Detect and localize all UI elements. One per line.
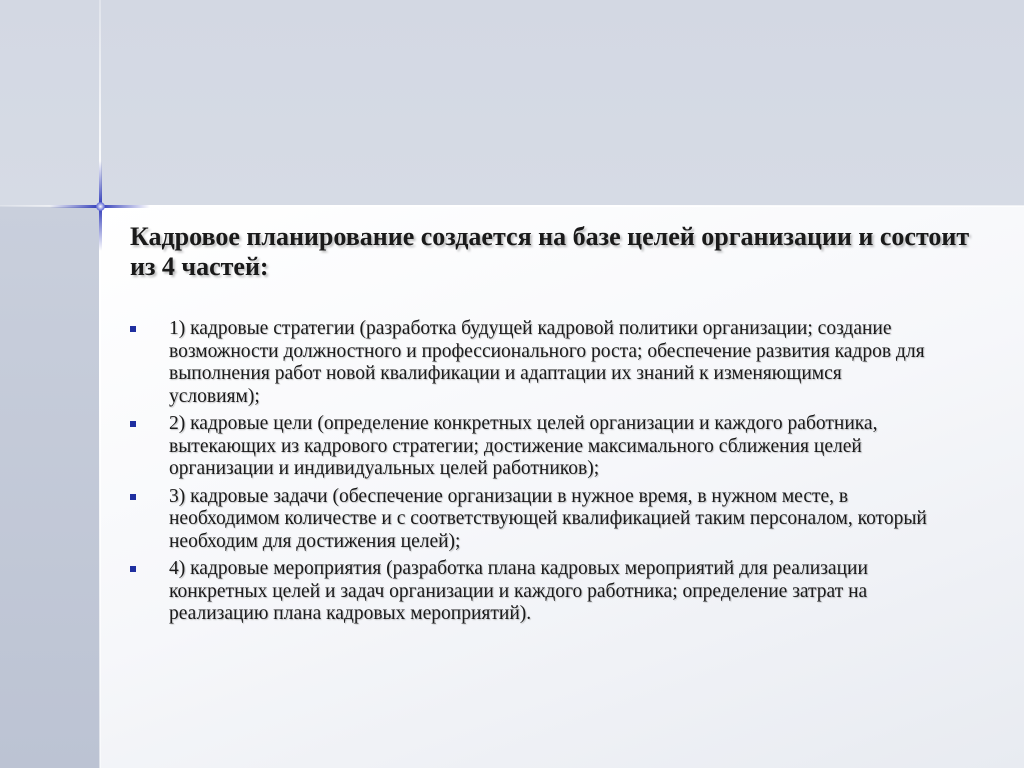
square-bullet-icon [130,494,136,500]
bullet-text: 2) кадровые цели (определение конкретных целей организации и каждого работника, вытекающих из кадрового стратегии; достижение максимального сближения целей организации и индивидуальных целей работников); [169,413,878,479]
bullet-text: 3) кадровые задачи (обеспечение организации в нужное время, в нужном месте, в необходимом количестве и с соответствующей квалификацией таким персоналом, который необходим для достижения целей); [169,485,927,552]
bullet-item-1 [130,318,930,408]
bullet-list [130,318,930,631]
bullet-item-2 [130,413,930,481]
slide-left-strip [0,206,100,768]
bullet-text: 1) кадровые стратегии (разработка будущей кадровой политики организации; создание возможности должностного и профессионального роста; обеспечение развития кадров для выполнения работ новой квалификации и адаптации их знаний к изменяющимся условиям); [169,318,925,407]
sparkle-core [96,202,105,211]
slide-header-band [0,0,1024,206]
vertical-divider [99,0,101,768]
bullet-item-4 [130,558,930,626]
horizontal-divider [0,205,1024,207]
slide-title: Кадровое планирование создается на базе целей организации и состоит из 4 частей: [130,222,970,281]
square-bullet-icon [130,421,136,427]
square-bullet-icon [130,566,136,572]
square-bullet-icon [130,326,136,332]
bullet-text: 4) кадровые мероприятия (разработка плана кадровых мероприятий для реализации конкретных целей и задач организации и каждого работника; определение затрат на реализацию плана кадровых мероприятий). [169,558,868,624]
bullet-item-3 [130,486,930,554]
